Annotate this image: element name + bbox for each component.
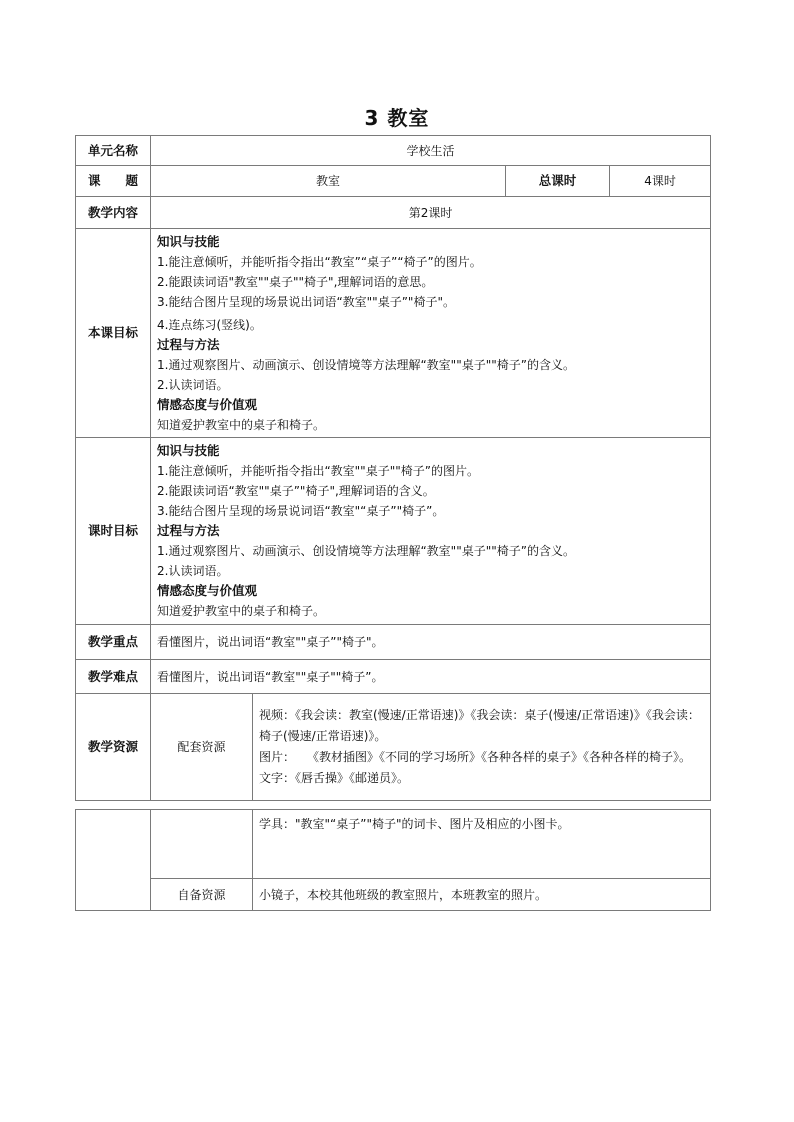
section-heading: 过程与方法 xyxy=(157,336,220,352)
row-content xyxy=(76,197,711,229)
row-key-points xyxy=(76,625,711,660)
goal-line: 3.能结合图片呈现的场景说出词语“教室""桌子”"椅子"。 xyxy=(157,294,455,309)
goal-line: 3.能结合图片呈现的场景说词语“教室"“桌子”"椅子”。 xyxy=(157,504,445,518)
tools-value: 学具："教室"“桌子”"椅子"的词卡、图片及相应的小图卡。 xyxy=(253,810,711,879)
resource-line: 文字：《唇舌操》《邮递员》。 xyxy=(259,771,410,785)
resource-line: 图片： 《教材插图》《不同的学习场所》《各种各样的桌子》《各种各样的椅子》。 xyxy=(259,750,692,764)
row-lesson xyxy=(76,166,711,197)
content-label: 教学内容 xyxy=(76,197,151,229)
lesson-label: 课 题 xyxy=(76,166,151,197)
unit-label: 单元名称 xyxy=(76,136,151,166)
bundled-resources-body xyxy=(253,694,711,801)
lesson-value: 教室 xyxy=(151,166,506,197)
period-goals-body xyxy=(151,438,711,625)
difficulties-label: 教学难点 xyxy=(76,660,151,694)
page-title: 3 教室 xyxy=(364,106,430,130)
own-resources-value: 小镜子，本校其他班级的教室照片，本班教室的照片。 xyxy=(253,879,711,911)
row-unit xyxy=(76,136,711,166)
section-heading: 过程与方法 xyxy=(157,523,220,538)
key-points-value: 看懂图片，说出词语“教室""桌子”"椅子"。 xyxy=(151,625,711,660)
goal-line: 1.通过观察图片、动画演示、创设情境等方法理解“教室""桌子""椅子”的含义。 xyxy=(157,357,575,372)
empty-sub-cell xyxy=(151,810,253,879)
empty-label-cell xyxy=(76,810,151,911)
goal-line: 1.能注意倾听，并能听指令指出“教室”“桌子”“椅子”的图片。 xyxy=(157,254,482,269)
goal-line: 1.通过观察图片、动画演示、创设情境等方法理解“教室""桌子""椅子”的含义。 xyxy=(157,544,575,558)
section-heading: 情感态度与价值观 xyxy=(157,583,258,598)
row-difficulties xyxy=(76,660,711,694)
lesson-plan-table xyxy=(75,135,711,801)
goal-line: 2.能跟读词语"教室""桌子""椅子",理解词语的意思。 xyxy=(157,274,434,289)
content-value: 第2课时 xyxy=(151,197,711,229)
difficulties-value: 看懂图片，说出词语“教室""桌子""椅子”。 xyxy=(151,660,711,694)
resource-line: 视频：《我会读：教室(慢速/正常语速)》《我会读：桌子(慢速/正常语速)》《我会读：椅子(慢速/正常语速)》。 xyxy=(259,708,700,743)
section-heading: 知识与技能 xyxy=(157,233,220,249)
goal-line: 2.认读词语。 xyxy=(157,377,229,392)
goal-line: 2.能跟读词语“教室""桌子”"椅子",理解词语的含义。 xyxy=(157,484,435,498)
goal-line: 知道爱护教室中的桌子和椅子。 xyxy=(157,604,326,618)
resources-label: 教学资源 xyxy=(76,694,151,801)
course-goals-body xyxy=(151,229,711,438)
row-own-resources xyxy=(76,879,711,911)
total-hours-label: 总课时 xyxy=(506,166,610,197)
section-heading: 知识与技能 xyxy=(157,443,220,458)
goal-line: 4.连点练习(竖线)。 xyxy=(157,317,262,332)
own-resources-label: 自备资源 xyxy=(151,879,253,911)
bundled-resources-label: 配套资源 xyxy=(151,694,253,801)
row-period-goals xyxy=(76,438,711,625)
key-points-label: 教学重点 xyxy=(76,625,151,660)
goal-line: 1.能注意倾听，并能听指令指出“教室""桌子""椅子”的图片。 xyxy=(157,464,479,478)
lesson-plan-table-continued xyxy=(75,809,711,911)
row-resources xyxy=(76,694,711,801)
course-goals-label: 本课目标 xyxy=(76,229,151,438)
row-course-goals xyxy=(76,229,711,438)
row-tools xyxy=(76,810,711,879)
goal-line: 知道爱护教室中的桌子和椅子。 xyxy=(157,417,326,432)
period-goals-label: 课时目标 xyxy=(76,438,151,625)
goal-line: 2.认读词语。 xyxy=(157,564,229,578)
total-hours-value: 4课时 xyxy=(610,166,711,197)
section-heading: 情感态度与价值观 xyxy=(157,396,258,412)
unit-value: 学校生活 xyxy=(151,136,711,166)
